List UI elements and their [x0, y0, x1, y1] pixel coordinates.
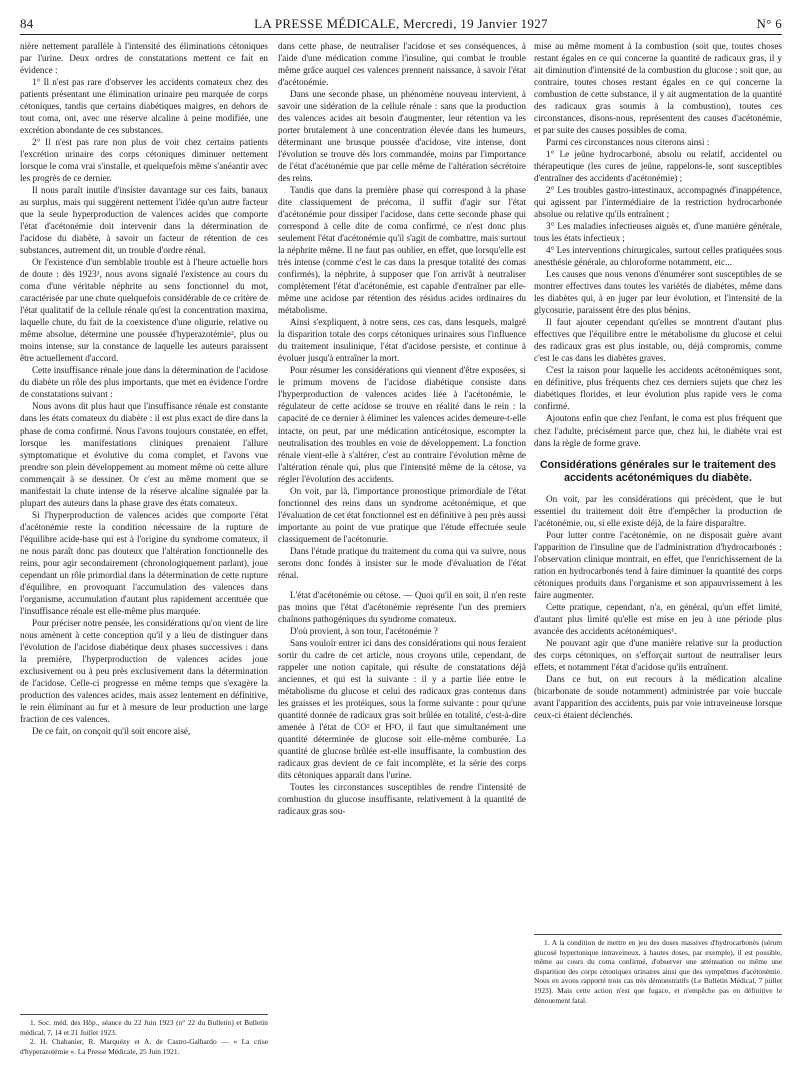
paragraph: Pour préciser notre pensée, les considérations qu'on vient de lire nous amènent à cette conception qu'il y a lieu de distinguer dans l'évolution de l'acidose diabétique deux phases successives : dans la première, l'hyperproduction de valences acides joue exclusivement ou à peu près exclusivement dans la détermination de l'acidose. Celle-ci progresse en même temps que s'exagère la production des valences acides, mais assez lentement en définitive, le rein éliminant au fur et à mesure de leur production une large fraction de ces valences.: [20, 617, 268, 724]
paragraph: 2° Il n'est pas rare non plus de voir chez certains patients l'excrétion urinaire des corps cétoniques diminuer nettement lorsque le coma vrai s'installe, et quelquefois même s'anéantir avec les progrès de ce dernier.: [20, 137, 268, 184]
footnote: 2. H. Chabanier, R. Marquézy et A. de Castro-Galhardo — « La crise d'hyperazotémie ». La Presse Médicale, 25 Juin 1921.: [20, 1037, 268, 1056]
paragraph: Ne pouvant agir que d'une manière relative sur la production des corps cétoniques, on s'efforçait surtout de neutraliser leurs effets, et notamment l'état d'acidose qu'ils entraînent.: [534, 637, 782, 672]
footnote: 1. Soc. méd. des Hôp., séance du 22 Juin 1923 (n° 22 du Bulletin) et Bulletin médical, 7, 14 et 21 Juillet 1923.: [20, 1018, 268, 1037]
paragraph: 3° Les maladies infectieuses aiguës et, d'une manière générale, tous les états infectieux ;: [534, 221, 782, 244]
paragraph: Les causes que nous venons d'énumérer sont susceptibles de se montrer effectives dans toutes les variétés de diabètes, même dans les diabètes qui, à en juger par leur évolution, et l'intensité de la glycosurie, paraissent être des plus bénins.: [534, 269, 782, 316]
footnotes-column-1: [20, 1014, 268, 1056]
paragraph: Cette pratique, cependant, n'a, en général, qu'un effet limité, d'autant plus limité qu'elle est mise en jeu à une période plus avancée des accidents acétonémiques¹.: [534, 601, 782, 636]
page-header: [20, 14, 782, 35]
footnotes-column-3: [534, 934, 782, 1005]
paragraph: 1° Il n'est pas rare d'observer les accidents comateux chez des patients présentant une élimination urinaire peu marquée de corps cétoniques, tandis que certains diabétiques maigres, en dehors de tout coma, ont, avec une réserve alcaline à peine modifiée, une excrétion abondante de ces substances.: [20, 77, 268, 136]
footnote: 1. A la condition de mettre en jeu des doses massives d'hydrocarbonés (sérum glucosé hypertonique intraveineux, à hautes doses, par exemple), il est possible, même au cours du coma confirmé, d'observer une atténuation ou même une disparition des corps cétoniques urinaires ainsi que des symptômes d'acétonémie. Nous en avons rapporté trois cas très démonstratifs (Le Bulletin Médical, 7 juillet 1923). Mais cette action n'est que fugace, et n'empêche pas en définitive le dénouement fatal.: [534, 938, 782, 1005]
paragraph: D'où provient, à son tour, l'acétonémie ?: [290, 625, 438, 636]
column-3: [534, 40, 782, 721]
paragraph: Sans vouloir entrer ici dans des considérations qui nous feraient sortir du cadre de cet article, nous croyons utile, cependant, de rappeler une notion capitale, qui résulte de constatations déjà anciennes, et qui est la suivante : il y a partie liée entre le métabolisme du glucose et celui des radicaux gras contenus dans les graisses et les protéiques, sous la forme suivante : pour qu'une quantité donnée de radicaux gras soit brûlée en totalité, c'est-à-dire amenée à l'état de CO² et H²O, il faut que simultanément une quantité déterminée de glucose soit elle-même comburée. La quantité de glucose brûlée est-elle insuffisante, la combustion des radicaux gras devient de ce fait incomplète, et la série des corps dits cétoniques apparaît dans l'urine.: [278, 637, 526, 780]
paragraph: Il faut ajouter cependant qu'elles se montrent d'autant plus effectives que l'équilibre entre le métabolisme du glucose et celui des radicaux gras est plus instable, ou, déjà compromis, comme c'est le cas dans les diabètes graves.: [534, 317, 782, 364]
paragraph: Nous avons dit plus haut que l'insuffisance rénale est constante dans les états comateux du diabète : il est plus exact de dire dans la phase de coma confirmé. Nous l'avons toujours constatée, en effet, lorsque les manifestations cliniques prenaient l'allure symptomatique et évolutive du coma complet, et l'avons vue prendre son plein développement au moment même où cette allure commençait à se dessiner. Or c'est au même moment que se manifestait la chute intense de la réserve alcaline signalée par la plupart des auteurs dans la phase grave des états comateux.: [20, 401, 268, 508]
paragraph: Dans ce but, on eut recours à la médication alcaline (bicarbonate de soude notamment) administrée par voie buccale avant l'apparition des accidents, puis par voie intraveineuse lorsque ceux-ci étaient déclenchés.: [534, 673, 782, 720]
paragraph: dans cette phase, de neutraliser l'acidose et ses conséquences, à l'aide d'une médication comme l'insuline, qui combat le trouble même grâce auquel ces valences prennent naissance, à savoir l'état d'acétonémie.: [278, 41, 526, 88]
paragraph: L'état d'acétonémie ou cétose. — Quoi qu'il en soit, il n'en reste pas moins que l'état d'acétonémie représente l'un des premiers chaînons pathogéniques du syndrome comateux.: [278, 589, 526, 624]
paragraph: Pour lutter contre l'acétonémie, on ne disposait guère avant l'apparition de l'insuline que de l'administration d'hydrocarbonés : l'observation clinique montrait, en effet, que l'enrichissement de la ration en hydrocarbonés tend à faire diminuer la quantité des corps cétoniques produits dans l'organisme et son appauvrissement à les faire augmenter.: [534, 529, 782, 600]
paragraph: Tandis que dans la première phase qui correspond à la phase dite classiquement de précoma, il suffit d'agir sur l'état d'acétonémie pour dissiper l'acidose, dans cette seconde phase qui correspond à celle dite de coma confirmé, ce n'est donc plus seulement l'état d'acétonémie qu'il s'agit de combattre, mais surtout la néphrite même. Il ne faut pas oublier, en effet, que lorsqu'elle est très intense (comme c'est le cas dans la presque totalité des comas confirmés), la néphrite, à supposer que l'on arrivât à neutraliser complètement l'état d'acétonémie, est capable d'entraîner par elle-même une acidose par rétention des résidus acides ordinaires du métabolisme.: [278, 185, 526, 316]
paragraph: Cette insuffisance rénale joue dans la détermination de l'acidose du diabète un rôle des plus importants, que met en évidence l'ordre de constatations suivant :: [20, 365, 268, 400]
paragraph: Si l'hyperproduction de valences acides que comporte l'état d'acétonémie reste la condition nécessaire de la rupture de l'équilibre acide-base qui est à l'origine du syndrome comateux, il ne nous paraît donc pas douteux que l'altération fonctionnelle des reins, pour agir secondairement (chronologiquement parlant), joue cependant un rôle primordial dans la détermination de cette rupture d'équilibre, en provoquant l'accumulation des valences dans l'organisme, accumulation d'autant plus rapidement accentuée que l'insuffisance rénale est elle-même plus marquée.: [20, 509, 268, 616]
paragraph: Il nous paraît inutile d'insister davantage sur ces faits, banaux au surplus, mais qui suggèrent nettement l'idée qu'un autre facteur que la seule hyperproduction de valences acides que comporte l'état d'acétonémie doit intervenir dans la détermination de l'acidose du diabète, à savoir un facteur de rétention de ces substances, autrement dit, un trouble d'ordre rénal.: [20, 185, 268, 256]
column-2: [278, 40, 526, 817]
paragraph: Dans l'étude pratique du traitement du coma qui va suivre, nous serons donc fondés à insister sur le mode d'évaluation de l'état rénal.: [278, 545, 526, 580]
column-1: [20, 40, 268, 737]
paragraph: Dans une seconde phase, un phénomène nouveau intervient, à savoir une sidération de la cellule rénale : sans que la production des valences acides ait besoin d'augmenter, leur rétention va les porter brutalement à une concentration élevée dans les humeurs, déterminant une brusque poussée d'acidose, vite intense, dont l'évolution se trouve dès lors commandée, moins par l'importance de l'état d'acétonémie que par celle même de l'altération sécrétoire des reins.: [278, 89, 526, 184]
paragraph: Pour résumer les considérations qui viennent d'être exposées, si le primum movens de l'acidose diabétique consiste dans l'hyperproduction de valences acides liée à l'acétonémie, le régulateur de cette acidose se trouve en réalité dans le rein : la capacité de ce dernier à éliminer les valences acides demeure-t-elle intacte, on peut, par une médication anticétosique, escompter la neutralisation des troubles en voie de développement. La fonction rénale vient-elle à s'altérer, c'est au contraire l'évolution même de l'altération rénale qui, plus que l'intensité même de la cétose, va régler l'évolution des accidents.: [278, 365, 526, 484]
page-number: 84: [20, 16, 34, 31]
paragraph: nière nettement parallèle à l'intensité des éliminations cétoniques par l'urine. Deux ordres de constatations mettent ce fait en évidence :: [20, 41, 268, 76]
issue-number: N° 6: [756, 16, 782, 31]
journal-title: LA PRESSE MÉDICALE, Mercredi, 19 Janvier 1927: [254, 16, 548, 31]
paragraph: De ce fait, on conçoit qu'il soit encore aisé,: [32, 725, 191, 736]
paragraph: C'est la raison pour laquelle les accidents acétonémiques sont, en définitive, plus fréquents chez ces derniers sujets que chez les diabétiques florides, et leur évolution plus rapide vers le coma confirmé.: [534, 365, 782, 412]
section-heading: Considérations générales sur le traitement des accidents acétonémiques du diabète.: [539, 458, 777, 484]
paragraph: Ajoutons enfin que chez l'enfant, le coma est plus fréquent que chez l'adulte, précisément parce que, chez lui, le diabète vrai est dans la règle de forme grave.: [534, 413, 782, 448]
paragraph: 4° Les interventions chirurgicales, surtout celles pratiquées sous anesthésie générale, au chloroforme notamment, etc...: [534, 245, 782, 268]
paragraph: mise au même moment à la combustion (soit que, toutes choses restant égales en ce qui concerne la quantité de radicaux gras, il y ait diminution d'intensité de la combustion du glucose ; soit que, au contraire, toutes choses restant égales en ce qui concerne la combustion de cette substance, il y ait augmentation de la quantité des radicaux gras soumis à la combustion), toutes ces circonstances, disons-nous, représentent des causes d'acétonémie, et par suite des causes possibles de coma.: [534, 41, 782, 136]
paragraph: 2° Les troubles gastro-intestinaux, accompagnés d'inappétence, qui agissent par l'intermédiaire de la restriction hydrocarbonée absolue ou relative qu'ils entraînent ;: [534, 185, 782, 220]
paragraph: On voit, par là, l'importance pronostique primordiale de l'état fonctionnel des reins dans un syndrome acétonémique, et que l'évaluation de cet état fonctionnel est en définitive à peu près aussi importante au point de vue pratique que l'étude effectuée seule classiquement de l'acétonurie.: [278, 485, 526, 544]
paragraph: Ainsi s'expliquent, à notre sens, ces cas, dans lesquels, malgré la disparition totale des corps cétoniques urinaires sous l'influence du traitement insulinique, l'état d'acidose persiste, et continue à évoluer jusqu'à entraîner la mort.: [278, 317, 526, 364]
paragraph: Parmi ces circonstances nous citerons ainsi :: [546, 137, 710, 148]
paragraph: On voit, par les considérations qui précèdent, que le but essentiel du traitement doit être d'empêcher la production de l'acétonémie, ou, si elle existe déjà, de la faire disparaître.: [534, 493, 782, 528]
paragraph: Or l'existence d'un semblable trouble est à l'heure actuelle hors de doute : dès 1923¹, nous avons signalé l'existence au cours du coma d'une véritable néphrite au sens fonctionnel du mot, caractérisée par une chute quelquefois considérable de ce critère de l'état qualitatif de la cellule rénale qu'est la concentration maxima, laquelle chute, du fait de la coexistence d'une oligurie, relative ou même absolue, détermine une poussée d'hyperazotémie², plus ou moins intense, sur la constance de laquelle les auteurs paraissent être actuellement d'accord.: [20, 257, 268, 364]
paragraph: 1° Le jeûne hydrocarboné, absolu ou relatif, accidentel ou thérapeutique (les cures de jeûne, rappelons-le, sont susceptibles d'entraîner des accidents d'acétonémie) ;: [534, 149, 782, 184]
paragraph: Toutes les circonstances susceptibles de rendre l'intensité de combustion du glucose insuffisante, relativement à la quantité de radicaux gras sou-: [278, 781, 526, 816]
